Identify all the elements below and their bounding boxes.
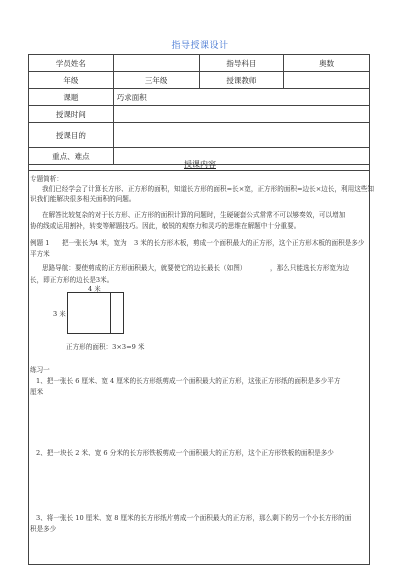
time-label: 授课时间 [29,106,114,123]
student-value[interactable] [113,55,199,72]
practice-2: 2、把一块长 2 米、宽 6 分米的长方形铁板剪成一个面积最大的正方形，这个正方形铁板的面积是多少 [36,449,334,457]
grade-value[interactable]: 三年级 [113,72,199,89]
figure-width-label: 4 米 [88,285,101,293]
figure-height-label: 3 米 [53,310,66,318]
subject-value[interactable]: 奥数 [284,55,370,72]
example-label: 例题 1 [30,239,50,247]
example-text-d: 平方米 [30,250,50,258]
topic-value[interactable]: 巧求面积 [113,89,369,106]
key-label: 重点、难点 [29,148,114,165]
time-value[interactable] [113,106,369,123]
rectangle-figure [67,292,124,334]
subject-label: 指导科目 [199,55,284,72]
think-line-a: 思路导航：要使剪成的正方形面积最大，就要使它的边长最长（如图） [42,264,247,272]
practice-heading: 练习一 [30,366,50,374]
document-title: 指导授课设计 [171,41,229,51]
intro-line-4: 协的线或运用割补，转变等解题技巧。因此，敏锐的观察力和灵巧的思维在解题中十分重要。 [30,222,301,230]
teacher-value[interactable] [284,72,370,89]
think-line-c: 长，即正方形的边长是3米。 [30,276,114,284]
goal-value[interactable] [113,123,369,148]
goal-label: 授课目的 [29,123,114,148]
intro-line-2: 识我们能解决很多相关面积的问题。 [30,195,136,203]
grade-label: 年级 [29,72,114,89]
section-title: 授课内容 [184,160,216,169]
section-header [28,157,370,171]
teacher-label: 授课教师 [199,72,284,89]
example-text-b: 4 米，宽为 [94,239,127,247]
intro-line-3: 在解答比较复杂的对于长方形、正方形的面积计算的问题时，生硬硬套公式常常不可以够奏效，可以增加 [42,211,346,219]
think-line-b: ，那么只能选长方形宽为边 [270,264,350,272]
topic-label: 课题 [29,89,114,106]
intro-heading: 专题简析： [30,175,63,183]
info-table [28,54,370,165]
practice-3-line-b: 积是多少 [30,525,57,533]
example-text-c: 3 米的长方形木板，剪成一个面积最大的正方形，这个正方形木板的面积是多少 [134,239,365,247]
practice-1-line-a: 1、把一张长 6 厘米、宽 4 厘米的长方形纸剪成一个面积最大的正方形，这张正方形纸的面积是多少平方 [36,377,341,385]
square-divider-line [110,293,111,333]
practice-1-line-b: 厘米 [30,388,44,396]
example-text-a: 把一张长为 [62,239,95,247]
answer-text: 正方形的面积：3×3=9 米 [66,343,145,351]
intro-line-1: 我们已经学会了计算长方形、正方形的面积，知道长方形的面积=长×宽，正方形的面积=边长×边长，利用这些知 [42,185,375,193]
practice-3-line-a: 3、将一张长 10 厘米、宽 8 厘米的长方形纸片剪成一个面积最大的正方形，那么剩下的另一个小长方形的面 [36,514,352,522]
student-label: 学员姓名 [29,55,114,72]
